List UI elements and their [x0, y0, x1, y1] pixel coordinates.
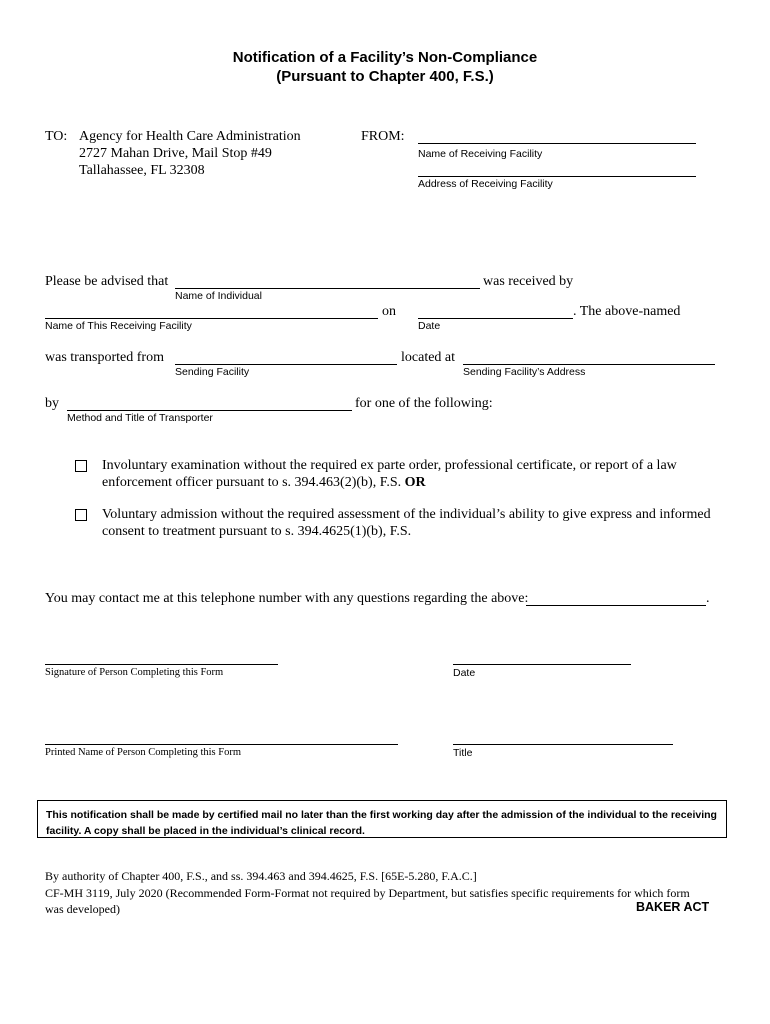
to-address-line3: Tallahassee, FL 32308: [79, 163, 205, 178]
received-by-text: was received by: [483, 274, 574, 289]
to-address-line2: 2727 Mahan Drive, Mail Stop #49: [79, 146, 272, 161]
sending-facility-field[interactable]: [175, 364, 397, 365]
transporter-field[interactable]: [67, 410, 352, 411]
signature-date-caption: Date: [453, 667, 476, 679]
title-caption: Title: [453, 747, 473, 759]
located-at-text: located at: [401, 350, 456, 365]
receiving-facility-field[interactable]: [45, 318, 378, 319]
title-field[interactable]: [453, 744, 673, 745]
page-subtitle: (Pursuant to Chapter 400, F.S.): [276, 68, 494, 85]
footer-form-id-cont: was developed): [45, 902, 120, 916]
from-label: FROM:: [361, 129, 405, 144]
sending-facility-caption: Sending Facility: [175, 366, 250, 378]
above-named-text: . The above-named: [573, 304, 681, 319]
or-text: OR: [404, 475, 426, 490]
transported-from-text: was transported from: [45, 350, 164, 365]
involuntary-exam-checkbox[interactable]: [75, 460, 87, 472]
printed-name-field[interactable]: [45, 744, 398, 745]
voluntary-admission-text-line1: Voluntary admission without the required assessment of the individual’s ability to give express and informed: [102, 507, 711, 522]
by-text: by: [45, 396, 59, 411]
sending-facility-address-field[interactable]: [463, 364, 715, 365]
for-one-text: for one of the following:: [355, 396, 493, 411]
receiving-facility-address-caption: Address of Receiving Facility: [418, 178, 553, 190]
contact-text: You may contact me at this telephone number with any questions regarding the above:: [45, 591, 529, 606]
telephone-field[interactable]: [526, 605, 706, 606]
voluntary-admission-checkbox[interactable]: [75, 509, 87, 521]
received-date-caption: Date: [418, 320, 441, 332]
received-date-field[interactable]: [418, 318, 573, 319]
to-address-line1: Agency for Health Care Administration: [79, 129, 301, 144]
transporter-caption: Method and Title of Transporter: [67, 412, 213, 424]
receiving-facility-caption: Name of This Receiving Facility: [45, 320, 192, 332]
printed-name-caption: Printed Name of Person Completing this Form: [45, 747, 241, 758]
on-text: on: [382, 304, 396, 319]
baker-act-label: BAKER ACT: [636, 900, 710, 914]
receiving-facility-name-field[interactable]: [418, 143, 696, 144]
to-label: TO:: [45, 129, 68, 144]
footer-form-id: CF-MH 3119, July 2020 (Recommended Form-Format not required by Department, but satisfies specific requirements for which form: [45, 886, 690, 900]
advised-lead-text: Please be advised that: [45, 274, 169, 289]
individual-name-caption: Name of Individual: [175, 290, 262, 302]
receiving-facility-address-field[interactable]: [418, 176, 696, 177]
receiving-facility-name-caption: Name of Receiving Facility: [418, 148, 543, 160]
certified-mail-notice: This notification shall be made by certified mail no later than the first working day after the admission of the individual to the receiving facility. A copy shall be placed in the individual’s clinical record.: [37, 800, 727, 838]
sending-facility-address-caption: Sending Facility’s Address: [463, 366, 586, 378]
voluntary-admission-text-line2: consent to treatment pursuant to s. 394.4625(1)(b), F.S.: [102, 524, 412, 539]
page-title: Notification of a Facility’s Non-Compliance: [232, 49, 538, 66]
signature-date-field[interactable]: [453, 664, 631, 665]
involuntary-exam-text-line1: Involuntary examination without the required ex parte order, professional certificate, or report of a law: [102, 458, 677, 473]
footer-authority: By authority of Chapter 400, F.S., and ss. 394.463 and 394.4625, F.S. [65E-5.280, F.A.C.]: [45, 869, 477, 883]
involuntary-exam-text-line2: enforcement officer pursuant to s. 394.463(2)(b), F.S. OR: [102, 475, 426, 490]
contact-end-period: .: [706, 591, 710, 606]
signature-field[interactable]: [45, 664, 278, 665]
signature-caption: Signature of Person Completing this Form: [45, 667, 224, 678]
individual-name-field[interactable]: [175, 288, 480, 289]
